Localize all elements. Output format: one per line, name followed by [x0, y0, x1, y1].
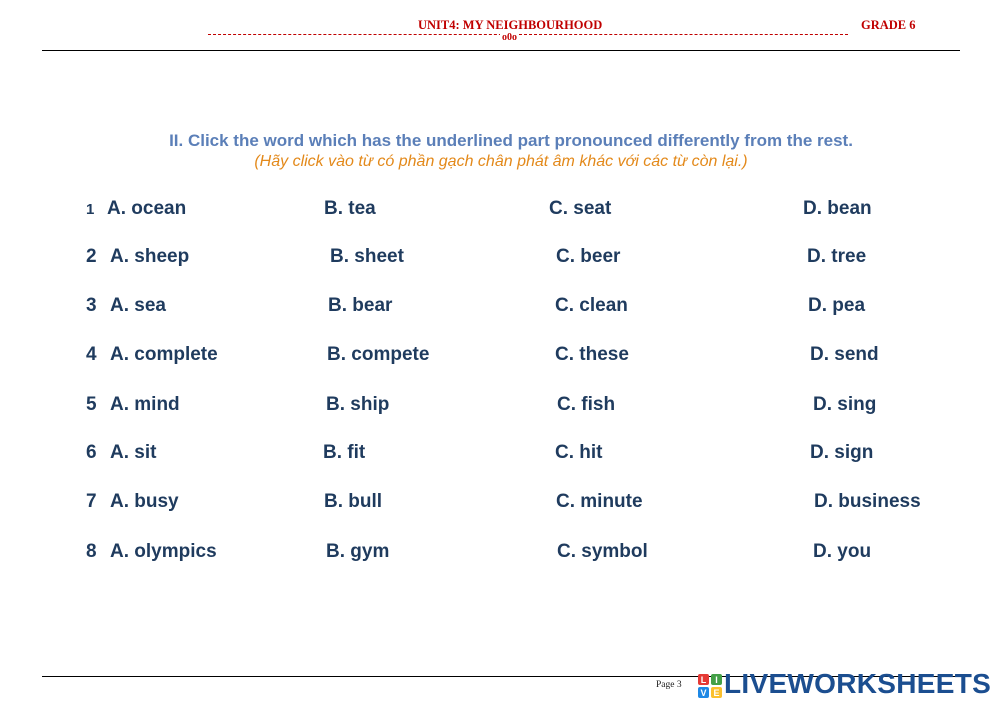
question-4-option-c[interactable]: C. these — [555, 344, 629, 365]
question-1-number: 1 — [86, 201, 95, 218]
question-4-option-d[interactable]: D. send — [810, 344, 879, 365]
svg-text:E: E — [713, 688, 720, 698]
question-5-option-a[interactable]: A. mind — [110, 394, 180, 415]
page-number: Page 3 — [656, 680, 682, 690]
question-1-option-b[interactable]: B. tea — [324, 198, 376, 219]
question-2-option-c[interactable]: C. beer — [556, 246, 621, 267]
question-4-option-a[interactable]: A. complete — [110, 344, 218, 365]
unit-title: UNIT4: MY NEIGHBOURHOOD — [418, 18, 603, 32]
question-3-option-d[interactable]: D. pea — [808, 295, 866, 316]
top-divider — [42, 50, 960, 51]
question-6-option-b[interactable]: B. fit — [323, 442, 366, 463]
question-8-option-d[interactable]: D. you — [813, 541, 872, 562]
question-8-option-a[interactable]: A. olympics — [110, 541, 217, 562]
question-8-option-c[interactable]: C. symbol — [557, 541, 648, 562]
question-3-option-a[interactable]: A. sea — [110, 295, 166, 316]
question-8-option-b[interactable]: B. gym — [326, 541, 390, 562]
question-4-option-b[interactable]: B. compete — [327, 344, 430, 365]
header-dashed-rule — [208, 34, 848, 35]
question-5-number: 5 — [86, 394, 97, 415]
svg-text:V: V — [700, 688, 707, 698]
question-1-option-d[interactable]: D. bean — [803, 198, 872, 219]
svg-text:L: L — [700, 675, 707, 685]
question-7-number: 7 — [86, 491, 97, 512]
question-3-option-c[interactable]: C. clean — [555, 295, 628, 316]
liveworksheets-logo-text[interactable]: LIVEWORKSHEETS — [724, 668, 992, 699]
question-5-option-d[interactable]: D. sing — [813, 394, 877, 415]
question-1-option-a[interactable]: A. ocean — [107, 198, 187, 219]
question-2-option-d[interactable]: D. tree — [807, 246, 867, 267]
instruction-english: II. Click the word which has the underlined part pronounced differently from the rest. — [169, 131, 853, 150]
question-7-option-b[interactable]: B. bull — [324, 491, 383, 512]
question-7-option-a[interactable]: A. busy — [110, 491, 179, 512]
header-divider-mark: o0o — [502, 32, 517, 43]
question-6-number: 6 — [86, 442, 97, 463]
question-8-number: 8 — [86, 541, 97, 562]
question-2-number: 2 — [86, 246, 97, 267]
liveworksheets-logo-icon — [697, 673, 723, 699]
question-7-option-c[interactable]: C. minute — [556, 491, 643, 512]
question-6-option-d[interactable]: D. sign — [810, 442, 874, 463]
question-2-option-b[interactable]: B. sheet — [330, 246, 404, 267]
grade-label: GRADE 6 — [861, 18, 916, 32]
question-5-option-c[interactable]: C. fish — [557, 394, 616, 415]
instruction-vietnamese: (Hãy click vào từ có phần gạch chân phát âm khác với các từ còn lại.) — [254, 153, 748, 170]
question-6-option-c[interactable]: C. hit — [555, 442, 603, 463]
svg-text:I: I — [715, 675, 718, 685]
question-3-number: 3 — [86, 295, 97, 316]
question-6-option-a[interactable]: A. sit — [110, 442, 157, 463]
question-3-option-b[interactable]: B. bear — [328, 295, 393, 316]
question-5-option-b[interactable]: B. ship — [326, 394, 390, 415]
question-7-option-d[interactable]: D. business — [814, 491, 921, 512]
question-1-option-c[interactable]: C. seat — [549, 198, 612, 219]
question-4-number: 4 — [86, 344, 97, 365]
question-2-option-a[interactable]: A. sheep — [110, 246, 190, 267]
